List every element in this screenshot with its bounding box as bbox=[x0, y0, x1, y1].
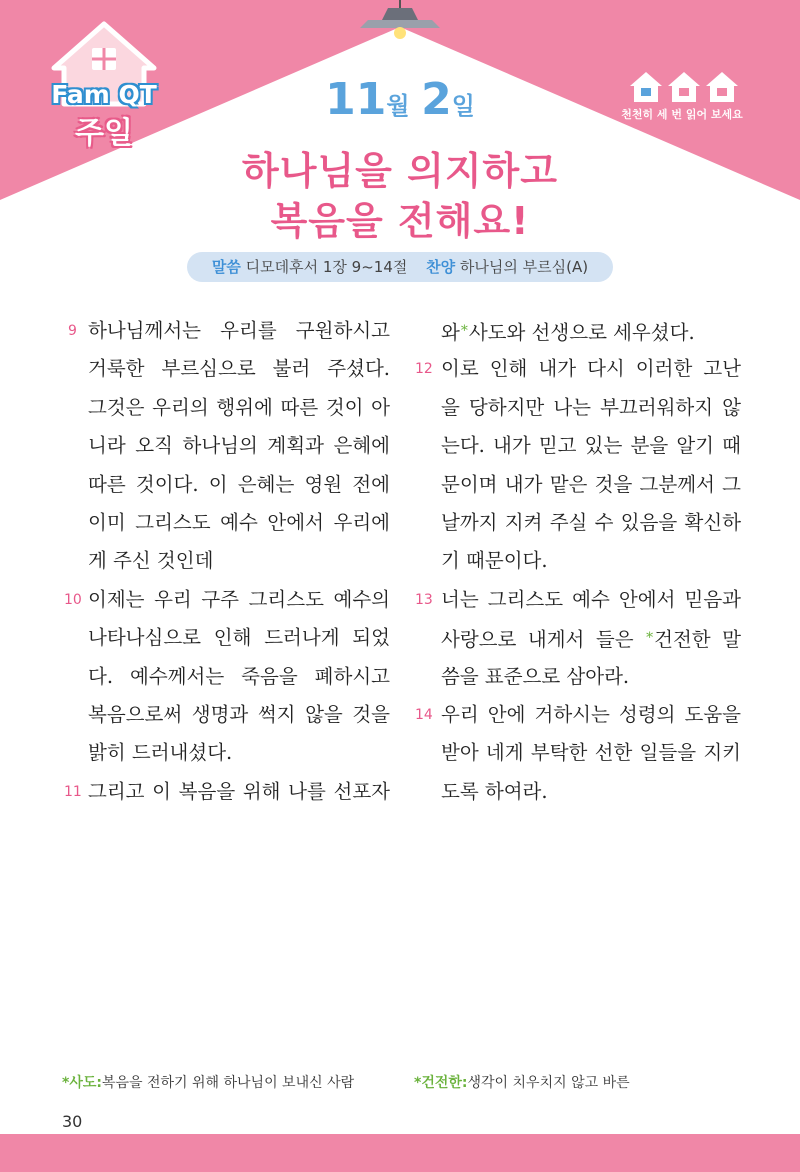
verse-line: 도록 하여라. bbox=[441, 779, 548, 803]
verses-right-column bbox=[415, 312, 741, 811]
verse-line: 이미 그리스도 예수 안에서 우리에 bbox=[88, 510, 390, 534]
verse-line: 이로 인해 내가 다시 이러한 고난 bbox=[441, 357, 741, 381]
verse-line: 이제는 우리 구주 그리스도 예수의 bbox=[88, 587, 390, 611]
bottom-bar bbox=[0, 1134, 800, 1172]
verse-line: 을 당하지만 나는 부끄러워하지 않 bbox=[441, 395, 741, 419]
date-month-unit: 월 bbox=[386, 92, 410, 120]
three-houses-icon bbox=[628, 70, 740, 104]
scripture-reference-bar bbox=[187, 252, 613, 282]
scripture-label: 말씀 bbox=[211, 258, 241, 276]
verse-number: 14 bbox=[415, 707, 433, 723]
hymn-title: 하나님의 부르심(A) bbox=[459, 258, 589, 276]
date-month: 11 bbox=[325, 74, 387, 125]
verse-line: 밝히 드러내셨다. bbox=[88, 741, 233, 765]
verse-number: 10 bbox=[64, 592, 82, 608]
verse-line: 씀을 표준으로 삼아라. bbox=[441, 664, 630, 688]
footnote-apostle: *사도:복음을 전하기 위해 하나님이 보내신 사람 bbox=[62, 1075, 355, 1091]
page-title-line-2: 복음을 전해요! bbox=[270, 199, 530, 243]
verse-line: 날까지 지켜 주실 수 있음을 확신하 bbox=[441, 510, 741, 534]
verse-number: 12 bbox=[415, 361, 433, 377]
date-day: 2 bbox=[421, 74, 452, 125]
verse-line: 우리 안에 거하시는 성령의 도움을 bbox=[441, 702, 741, 726]
verse-line: 문이며 내가 맡은 것을 그분께서 그 bbox=[441, 472, 741, 496]
date-day-unit: 일 bbox=[451, 92, 475, 120]
verse-number: 9 bbox=[68, 323, 77, 339]
verse-line: 게 주신 것인데 bbox=[88, 549, 214, 573]
verse-line: 그것은 우리의 행위에 따른 것이 아 bbox=[88, 395, 390, 419]
verse-line: 니라 오직 하나님의 계획과 은혜에 bbox=[88, 434, 390, 458]
verse-line: 거룩한 부르심으로 불러 주셨다. bbox=[88, 357, 390, 381]
verse-line: 기 때문이다. bbox=[441, 549, 548, 573]
reading-hint: 천천히 세 번 읽어 보세요 bbox=[621, 108, 743, 121]
verse-line: 와*사도와 선생으로 세우셨다. bbox=[441, 321, 695, 344]
verse-line: 는다. 내가 믿고 있는 분을 알기 때 bbox=[441, 434, 741, 458]
verse-number: 11 bbox=[64, 784, 82, 800]
verse-number: 13 bbox=[415, 592, 433, 608]
hymn-label: 찬양 bbox=[426, 258, 456, 276]
verse-line: 나타나심으로 인해 드러나게 되었 bbox=[88, 626, 390, 650]
verse-line: 너는 그리스도 예수 안에서 믿음과 bbox=[441, 587, 741, 611]
verses-left-column bbox=[64, 312, 390, 811]
scripture-ref: 디모데후서 1장 9~14절 bbox=[245, 258, 408, 276]
verse-line: 그리고 이 복음을 위해 나를 선포자 bbox=[88, 779, 390, 803]
verse-line: 사랑으로 내게서 들은 *건전한 말 bbox=[441, 628, 741, 652]
verse-line: 복음으로써 생명과 썩지 않을 것을 bbox=[88, 702, 390, 726]
footnote-sound: *건전한:생각이 치우치지 않고 바른 bbox=[414, 1075, 630, 1091]
verse-line: 다. 예수께서는 죽음을 폐하시고 bbox=[88, 664, 390, 688]
page-number: 30 bbox=[62, 1112, 83, 1131]
logo-text-sunday: 주일 bbox=[75, 116, 133, 151]
verse-line: 따른 것이다. 이 은혜는 영원 전에 bbox=[88, 472, 390, 496]
verse-line: 받아 네게 부탁한 선한 일들을 지키 bbox=[441, 741, 741, 765]
verse-line: 하나님께서는 우리를 구원하시고 bbox=[88, 319, 390, 342]
page-title-line-1: 하나님을 의지하고 bbox=[242, 149, 558, 193]
logo-text-fam-qt: Fam QT bbox=[51, 80, 157, 109]
